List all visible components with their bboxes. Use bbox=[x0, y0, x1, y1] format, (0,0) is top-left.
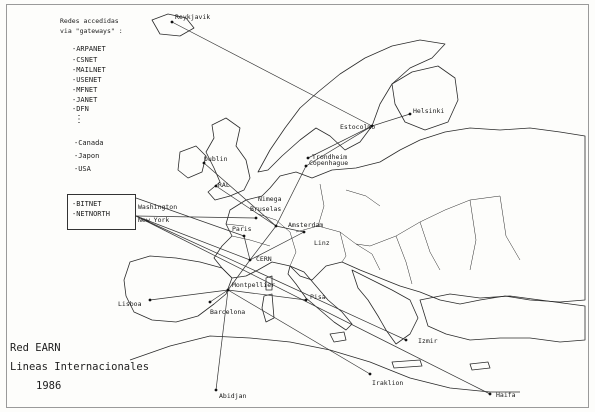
city-label-helsinki: Helsinki bbox=[413, 107, 445, 115]
sicily-outline bbox=[330, 332, 346, 342]
link-montpellier-iraklion bbox=[228, 290, 370, 374]
legend-network-arpanet: -ARPANET bbox=[72, 45, 106, 53]
city-label-nimega: Nimega bbox=[258, 195, 282, 203]
link-montpellier-lisboa bbox=[150, 290, 228, 300]
city-label-estocolmo: Estocolmo bbox=[340, 123, 376, 131]
city-label-dublin: Dublin bbox=[204, 155, 228, 163]
city-label-copenhague: Copenhague bbox=[309, 159, 349, 167]
map-year: 1986 bbox=[36, 380, 62, 392]
city-label-trondheim: Trondheim bbox=[312, 153, 348, 161]
legend-network-mailnet: -MAILNET bbox=[72, 66, 106, 74]
legend-boxed-netnorth: -NETNORTH bbox=[72, 210, 110, 218]
ireland-outline bbox=[178, 146, 206, 178]
city-markers bbox=[149, 21, 492, 396]
link-montpellier-abidjan bbox=[216, 290, 228, 390]
link-reykjavik-estocolmo bbox=[172, 22, 372, 126]
legend-heading-1: Redes accedidas bbox=[60, 17, 119, 25]
legend-network-usenet: -USENET bbox=[72, 76, 102, 84]
legend-heading-2: via "gateways" : bbox=[60, 27, 123, 35]
legend-network-mfnet: -MFNET bbox=[72, 86, 98, 94]
legend-network-janet: -JANET bbox=[72, 96, 98, 104]
city-label-abidjan: Abidjan bbox=[219, 392, 247, 400]
sardinia-outline bbox=[262, 294, 274, 322]
legend-country-japon: -Japon bbox=[74, 152, 100, 160]
north-africa-coast bbox=[130, 336, 520, 392]
map-title: Red EARN bbox=[10, 342, 61, 354]
city-label-pisa: Pisa bbox=[310, 293, 326, 301]
legend-country-canada: -Canada bbox=[74, 139, 104, 147]
legend-boxed-bitnet: -BITNET bbox=[72, 200, 102, 208]
legend-network-dfn: -DFN bbox=[72, 105, 89, 113]
city-label-washington: Washington bbox=[138, 203, 178, 211]
cyprus-outline bbox=[470, 362, 490, 370]
city-label-paris: Paris bbox=[232, 225, 252, 233]
city-label-bruselas: Bruselas bbox=[250, 205, 282, 213]
link-montpellier-pisa bbox=[228, 290, 306, 300]
crete-outline bbox=[392, 360, 422, 368]
city-label-ral: RAL bbox=[218, 181, 230, 189]
city-label-iraklion: Iraklion bbox=[372, 379, 404, 387]
city-label-new-york: New York bbox=[138, 216, 170, 224]
city-label-lisboa: Lisboa bbox=[118, 300, 142, 308]
city-label-amsterdam: Amsterdam bbox=[288, 221, 324, 229]
city-label-barcelona: Barcelona bbox=[210, 308, 246, 316]
map-subtitle: Lineas Internacionales bbox=[10, 361, 150, 373]
city-label-haifa: Haifa bbox=[496, 391, 516, 399]
legend-ellipsis: ⋮ bbox=[74, 114, 84, 125]
city-label-montpellier: Montpellier bbox=[232, 281, 276, 289]
scandinavia-outline bbox=[258, 40, 445, 172]
city-label-reykjavik: Reykjavik bbox=[175, 13, 211, 21]
legend-country-usa: -USA bbox=[74, 165, 91, 173]
link-newyork-haifa bbox=[136, 216, 490, 394]
balkans-outline bbox=[352, 270, 418, 344]
city-label-linz: Linz bbox=[314, 239, 330, 247]
city-label-cern: CERN bbox=[256, 255, 272, 263]
city-label-izmir: Izmir bbox=[418, 337, 438, 345]
link-newyork-izmir bbox=[136, 216, 406, 340]
legend-network-csnet: -CSNET bbox=[72, 56, 98, 64]
